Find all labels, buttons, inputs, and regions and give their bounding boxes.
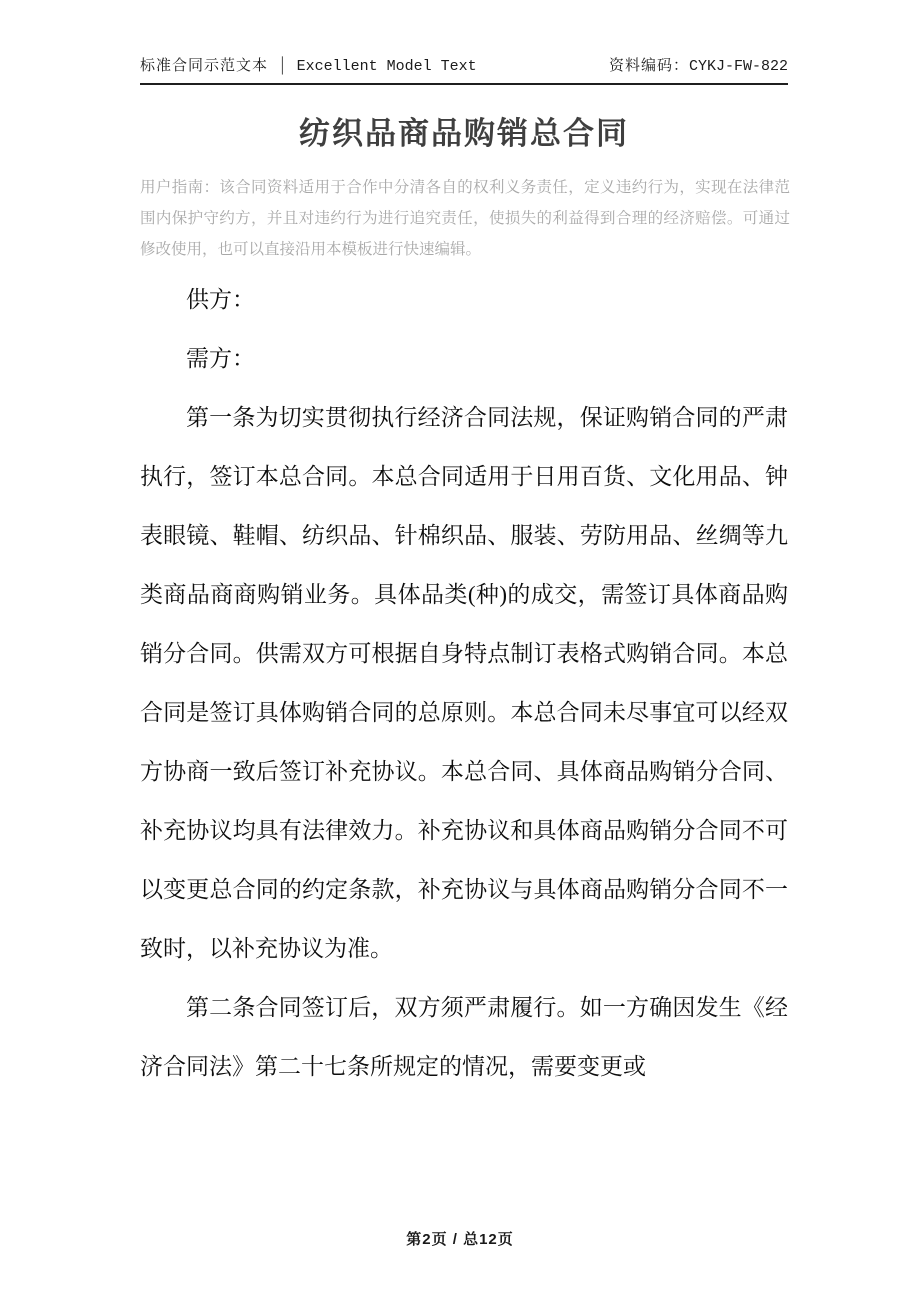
user-guide-notice: 用户指南：该合同资料适用于合作中分清各自的权利义务责任，定义违约行为，实现在法律范围内保护守约方，并且对违约行为进行追究责任，使损失的利益得到合理的经济赔偿。可通过修改使用，也可以直接沿用本模板进行快速编辑。 — [140, 179, 790, 258]
header-left — [140, 55, 477, 78]
header-code-label: 资料编码： — [608, 58, 689, 74]
page-number: 第2页 / 总12页 — [406, 1231, 514, 1248]
paragraph-clause-1: 第一条为切实贯彻执行经济合同法规，保证购销合同的严肃执行，签订本总合同。本总合同适用于日用百货、文化用品、钟表眼镜、鞋帽、纺织品、针棉织品、服装、劳防用品、丝绸等九类商品商商购销业务。具体品类(种)的成交，需签订具体商品购销分合同。供需双方可根据自身特点制订表格式购销合同。本总合同是签订具体购销合同的总原则。本总合同未尽事宜可以经双方协商一致后签订补充协议。本总合同、具体商品购销分合同、补充协议均具有法律效力。补充协议和具体商品购销分合同不可以变更总合同的约定条款，补充协议与具体商品购销分合同不一致时，以补充协议为准。 — [140, 405, 788, 961]
paragraph-clause-2: 第二条合同签订后，双方须严肃履行。如一方确因发生《经济合同法》第二十七条所规定的情况，需要变更或 — [140, 995, 788, 1079]
header-separator: │ — [277, 58, 288, 74]
header-code-value: CYKJ-FW-822 — [688, 58, 788, 75]
document-header — [140, 55, 788, 85]
paragraph-buyer: 需方： — [186, 346, 255, 371]
header-right — [609, 55, 788, 78]
contract-body — [140, 270, 788, 1096]
header-series-title: 标准合同示范文本 — [140, 58, 269, 74]
paragraph-supplier: 供方： — [186, 287, 255, 312]
header-series-subtitle: Excellent Model Text — [296, 58, 477, 75]
document-title: 纺织品商品购销总合同 — [299, 116, 629, 151]
